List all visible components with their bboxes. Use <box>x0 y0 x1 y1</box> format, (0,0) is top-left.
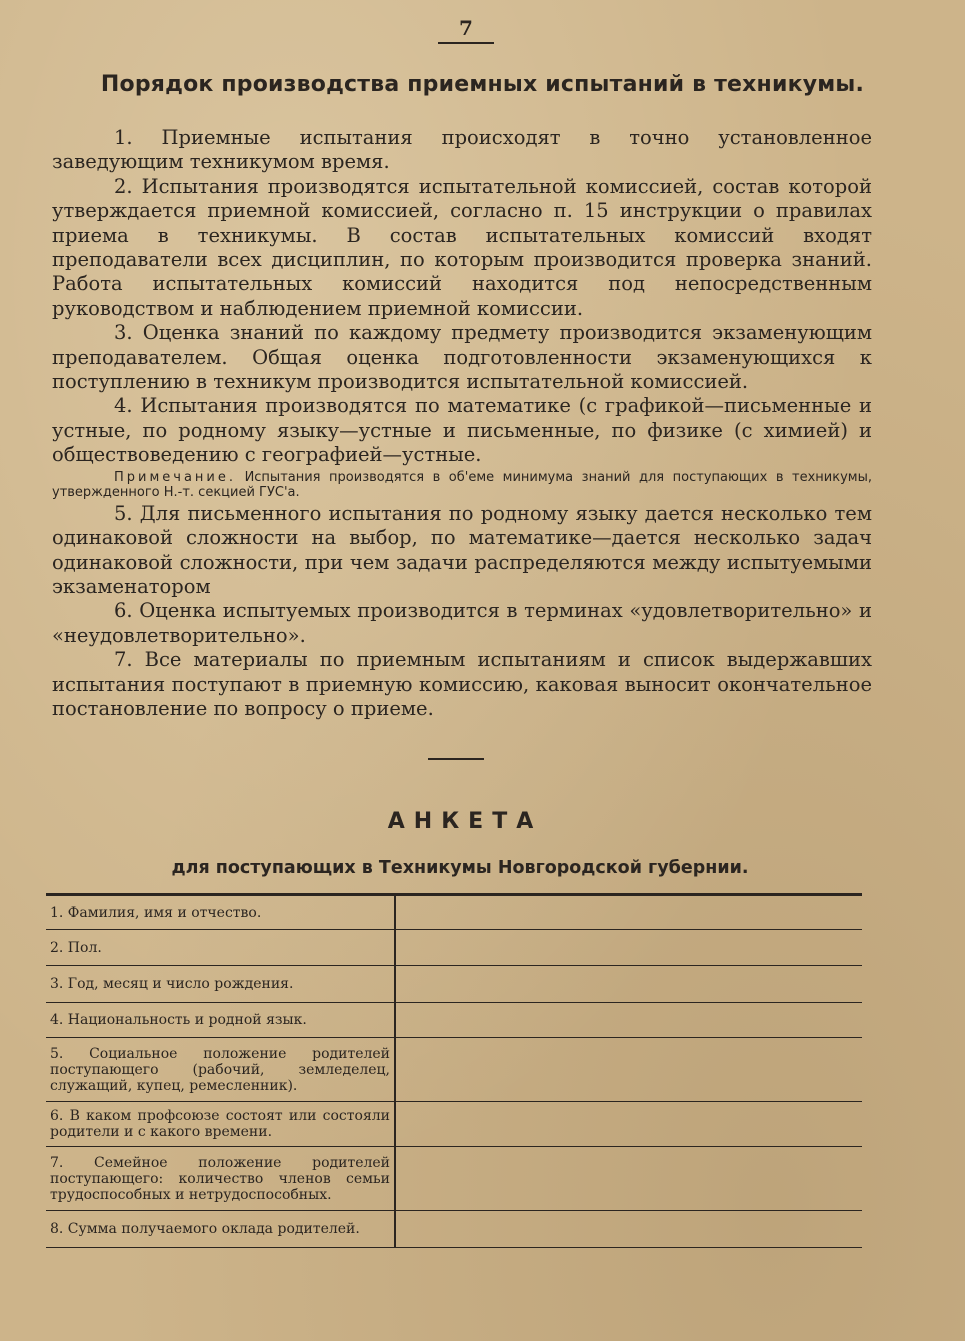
form-row-label: 4. Национальность и родной язык. <box>46 1003 396 1037</box>
rule-paragraph: 7. Все материалы по приемным испытаниям и список выдержавших испытания поступают в приемную комиссию, каковая выносит окончательное постановление по вопросу о приеме. <box>52 648 872 720</box>
note-label: Примечание. <box>114 469 237 485</box>
rules-section <box>52 126 872 721</box>
form-row <box>46 1003 862 1038</box>
rule-paragraph: 2. Испытания производятся испытательной комиссией, состав которой утверждается приемной комиссией, согласно п. 15 инструкции о правилах приема в техникумы. В состав испытательных комиссий входят преподаватели всех дисциплин, по которым производится проверка знаний. Работа испытательных комиссий находится под непосредственным руководством и наблюдением приемной комиссии. <box>52 174 872 320</box>
rule-paragraph: 6. Оценка испытуемых производится в терминах «удовлетворительно» и «неудовлетворительно». <box>52 599 872 647</box>
form-row-label: 1. Фамилия, имя и отчество. <box>46 896 396 929</box>
form-row-answer-field[interactable] <box>396 1211 862 1247</box>
rule-note <box>52 470 872 501</box>
form-row-answer-field[interactable] <box>396 930 862 965</box>
form-row <box>46 1038 862 1102</box>
form-row <box>46 966 862 1003</box>
rule-paragraph: 3. Оценка знаний по каждому предмету производится экзаменующим преподавателем. Общая оценка подготовленности экзаменующихся к поступлению в техникум производится испытательной комиссией. <box>52 321 872 394</box>
rule-paragraph: 5. Для письменного испытания по родному языку дается несколько тем одинаковой сложности на выбор, по математике—дается несколько задач одинаковой сложности, при чем задачи распределяются между испытуемыми экзаменатором <box>52 501 872 598</box>
rules-title: Порядок производства приемных испытаний в техникумы. <box>100 72 865 97</box>
form-title: АНКЕТА <box>387 809 543 834</box>
form-row-answer-field[interactable] <box>396 966 862 1002</box>
rule-paragraph: 1. Приемные испытания происходят в точно установленное заведующим техникумом время. <box>52 126 872 174</box>
form-row-label: 7. Семейное положение родителей поступающего: количество членов семьи трудоспособных и нетрудоспособных. <box>46 1147 396 1210</box>
form-subtitle: для поступающих в Техникумы Новгородской губернии. <box>171 858 749 878</box>
form-row-label: 2. Пол. <box>46 930 396 965</box>
form-row-label: 6. В каком профсоюзе состоят или состояли родители и с какого времени. <box>46 1102 396 1146</box>
form-row <box>46 930 862 966</box>
form-row <box>46 1211 862 1248</box>
form-row-answer-field[interactable] <box>396 1003 862 1037</box>
rule-paragraph: 4. Испытания производятся по математике (с графикой—письменные и устные, по родному языку—устные и письменные, по физике (с химией) и обществоведению с географией—устные. <box>52 394 872 467</box>
form-row <box>46 1147 862 1211</box>
page-number: 7 <box>438 16 494 44</box>
form-row-label: 3. Год, месяц и число рождения. <box>46 966 396 1002</box>
form-row <box>46 896 862 930</box>
section-divider <box>428 758 484 760</box>
questionnaire-table <box>46 893 862 1248</box>
form-row-answer-field[interactable] <box>396 896 862 929</box>
form-row-answer-field[interactable] <box>396 1038 862 1101</box>
form-row-answer-field[interactable] <box>396 1147 862 1210</box>
form-row-answer-field[interactable] <box>396 1102 862 1146</box>
form-row-label: 5. Социальное положение родителей поступающего (рабочий, земледелец, служащий, купец, ремесленник). <box>46 1038 396 1101</box>
note-text: Испытания производятся в об'еме минимума знаний для поступающих в техникумы, утвержденного Н.-т. секцией ГУС'а. <box>52 469 872 501</box>
form-row-label: 8. Сумма получаемого оклада родителей. <box>46 1211 396 1247</box>
form-row <box>46 1102 862 1147</box>
